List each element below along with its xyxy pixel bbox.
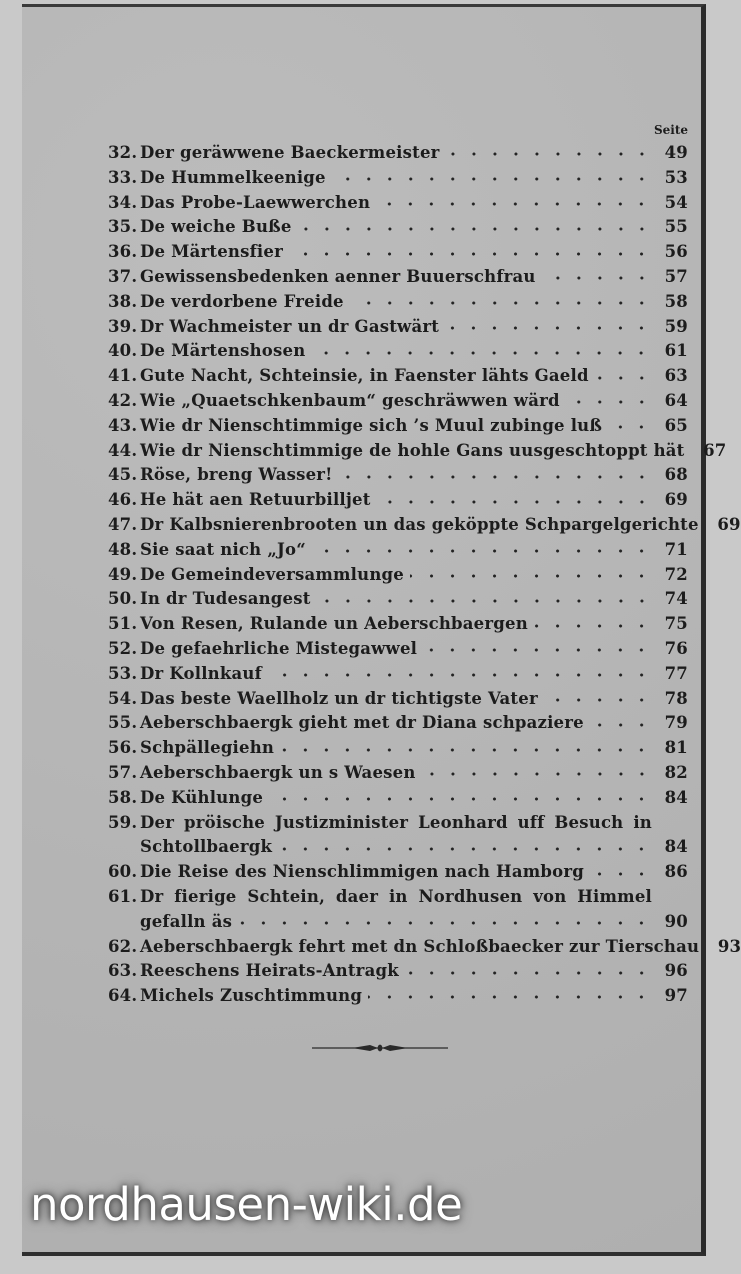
entry-page: 57: [664, 266, 688, 286]
dot-leader: [377, 496, 652, 506]
entry-page: 69: [664, 490, 688, 510]
dot-leader: [595, 372, 652, 382]
toc-entry: [108, 215, 688, 240]
dot-leader: [542, 272, 652, 282]
entry-title: De gefaehrliche Mistegawwel: [140, 638, 418, 658]
entry-page: 90: [664, 911, 688, 931]
entry-title: Aeberschbaergk fehrt met dn Schloßbaecker zur Tierschau: [140, 936, 700, 956]
entry-page: 97: [664, 986, 688, 1006]
toc-entry: [108, 488, 688, 513]
entry-number: 47.: [108, 514, 138, 534]
entry-number: 54.: [108, 688, 138, 708]
entry-number: 51.: [108, 614, 138, 634]
entry-page: 79: [664, 713, 688, 733]
entry-page: 71: [664, 539, 688, 559]
dot-leader: [422, 768, 652, 778]
toc-entry: [108, 786, 688, 811]
entry-number: 57.: [108, 762, 138, 782]
entry-title: Dr Kalbsnierenbrooten un das geköppte Schpargelgerichte: [140, 514, 699, 534]
entry-number: 45.: [108, 465, 138, 485]
toc-entry: [108, 587, 688, 612]
entry-number: 59.: [108, 812, 138, 832]
toc-entry: [108, 191, 688, 216]
entry-title: Aeberschbaergk gieht met dr Diana schpaziere: [140, 713, 584, 733]
entry-page: 63: [664, 366, 688, 386]
dot-leader: [289, 248, 652, 258]
entry-number: 64.: [108, 986, 138, 1006]
dot-leader: [590, 719, 652, 729]
entry-number: 35.: [108, 217, 138, 237]
entry-number: 56.: [108, 738, 138, 758]
entry-number: 32.: [108, 143, 138, 162]
entry-title: Wie dr Nienschtimmige sich ’s Muul zubinge luß: [140, 415, 603, 435]
toc-entry: [108, 166, 688, 191]
toc-entry: [108, 513, 741, 538]
entry-title: Der geräwwene Baeckermeister: [140, 143, 440, 162]
book-page: [22, 4, 741, 1256]
dot-leader: [405, 967, 652, 977]
entry-number: 58.: [108, 787, 138, 807]
entry-page: 81: [664, 738, 688, 758]
toc-entry: [108, 290, 688, 315]
entry-page: 69: [717, 514, 741, 534]
entry-number: 49.: [108, 564, 138, 584]
entry-page: 78: [664, 688, 688, 708]
toc-entry: [108, 811, 688, 836]
toc-entry: [108, 885, 688, 910]
dot-leader: [317, 595, 652, 605]
entry-page: 86: [664, 862, 688, 882]
entry-title: Das Probe-Laewwerchen: [140, 192, 371, 212]
entry-number: 55.: [108, 713, 138, 733]
entry-title: Gute Nacht, Schteinsie, in Faenster lähts Gaeld: [140, 366, 589, 386]
toc-entry: [108, 935, 741, 960]
entry-page: 56: [664, 242, 688, 262]
entry-number: 52.: [108, 638, 138, 658]
toc-entry-continuation: [108, 835, 688, 860]
toc-entry: [108, 563, 688, 588]
entry-page: 58: [664, 291, 688, 311]
entry-title: Die Reise des Nienschlimmigen nach Hamborg: [140, 862, 584, 882]
entry-title: Das beste Waellholz un dr tichtigste Vater: [140, 688, 538, 708]
dot-leader: [445, 322, 652, 332]
toc-entry: [108, 439, 727, 464]
toc-entry: [108, 984, 688, 1009]
toc-entry-continuation: [108, 910, 688, 935]
dot-leader: [238, 917, 652, 927]
entry-title-continued: Schtollbaergk: [140, 837, 273, 857]
dot-leader: [312, 545, 652, 555]
entry-page: 54: [664, 192, 688, 212]
entry-title: Michels Zuschtimmung: [140, 986, 363, 1006]
entry-number: 36.: [108, 242, 138, 262]
dot-leader: [534, 620, 652, 630]
entry-title: Von Resen, Rulande un Aeberschbaergen: [140, 614, 528, 634]
entry-page: 67: [703, 440, 727, 460]
entry-number: 48.: [108, 539, 138, 559]
toc-entry: [108, 339, 688, 364]
toc-entry: [108, 364, 688, 389]
dot-leader: [350, 297, 652, 307]
toc-entry: [108, 315, 688, 340]
entry-page: 68: [664, 465, 688, 485]
entry-page: 49: [664, 143, 688, 162]
entry-number: 50.: [108, 589, 138, 609]
entry-number: 60.: [108, 862, 138, 882]
entry-number: 61.: [108, 886, 138, 906]
entry-title: Dr Wachmeister un dr Gastwärt: [140, 316, 440, 336]
ornament-divider: [290, 1041, 470, 1055]
dot-leader: [608, 421, 652, 431]
entry-number: 33.: [108, 167, 138, 187]
entry-title: De Märtensfier: [140, 242, 283, 262]
entry-title: Röse, breng Wasser!: [140, 465, 333, 485]
entry-title: Reeschens Heirats-Antragk: [140, 961, 399, 981]
entry-page: 77: [664, 663, 688, 683]
entry-number: 40.: [108, 341, 138, 361]
entry-page: 55: [664, 217, 688, 237]
toc-entry: [108, 637, 688, 662]
entry-title: In dr Tudesangest: [140, 589, 311, 609]
dot-leader: [280, 744, 652, 754]
toc-entry: [108, 687, 688, 712]
entry-title: Sie saat nich „Jo“: [140, 539, 306, 559]
entry-number: 34.: [108, 192, 138, 212]
entry-page: 82: [664, 762, 688, 782]
entry-title: Aeberschbaergk un s Waesen: [140, 762, 416, 782]
toc-entry: [108, 265, 688, 290]
entry-number: 63.: [108, 961, 138, 981]
dot-leader: [278, 843, 652, 853]
entry-page: 59: [664, 316, 688, 336]
watermark: nordhausen-wiki.de: [30, 1178, 463, 1231]
entry-title: De Gemeindeversammlunge: [140, 564, 404, 584]
table-of-contents: [108, 119, 741, 1009]
dot-leader: [269, 793, 652, 803]
entry-number: 44.: [108, 440, 138, 460]
dot-leader: [446, 148, 652, 158]
entry-title: Gewissensbedenken aenner Buuerschfrau: [140, 266, 536, 286]
entry-page: 53: [664, 167, 688, 187]
dot-leader: [590, 868, 652, 878]
toc-entry: [108, 240, 688, 265]
entry-title: De verdorbene Freide: [140, 291, 344, 311]
entry-number: 42.: [108, 390, 138, 410]
toc-entry: [108, 538, 688, 563]
toc-entries: [108, 141, 741, 1009]
dot-leader: [268, 669, 652, 679]
dot-leader: [332, 173, 652, 183]
toc-entry: [108, 612, 688, 637]
entry-page: 84: [664, 787, 688, 807]
dot-leader: [311, 347, 652, 357]
entry-page: 72: [664, 564, 688, 584]
entry-title: Dr Kollnkauf: [140, 663, 262, 683]
dot-leader: [298, 223, 652, 233]
entry-page: 84: [664, 837, 688, 857]
toc-entry: [108, 959, 688, 984]
entry-number: 39.: [108, 316, 138, 336]
entry-title: Dr fierige Schtein, daer in Nordhusen von Himmel: [140, 886, 652, 906]
entry-page: 74: [664, 589, 688, 609]
entry-page: 96: [664, 961, 688, 981]
entry-number: 43.: [108, 415, 138, 435]
toc-entry: [108, 736, 688, 761]
entry-page: 61: [664, 341, 688, 361]
toc-entry: [108, 141, 688, 166]
toc-entry: [108, 463, 688, 488]
entry-page: 76: [664, 638, 688, 658]
page-column-header: Seite: [653, 123, 688, 137]
entry-page: 64: [664, 390, 688, 410]
entry-page: 75: [664, 614, 688, 634]
entry-title: Wie dr Nienschtimmige de hohle Gans uusgeschtoppt hät: [140, 440, 685, 460]
entry-number: 62.: [108, 936, 138, 956]
entry-title: Schpällegiehn: [140, 738, 275, 758]
entry-title: De Märtenshosen: [140, 341, 306, 361]
entry-title: Der pröische Justizminister Leonhard uff Besuch in: [140, 812, 652, 832]
dot-leader: [544, 694, 652, 704]
toc-entry: [108, 761, 688, 786]
entry-title: De Hummelkeenige: [140, 167, 326, 187]
dot-leader: [423, 644, 652, 654]
dot-leader: [368, 991, 652, 1001]
entry-title-continued: gefalln äs: [140, 911, 233, 931]
entry-title: De Kühlunge: [140, 787, 264, 807]
toc-entry: [108, 860, 688, 885]
entry-title: De weiche Buße: [140, 217, 292, 237]
entry-page: 93: [717, 936, 741, 956]
dot-leader: [566, 396, 652, 406]
entry-number: 46.: [108, 490, 138, 510]
entry-number: 53.: [108, 663, 138, 683]
entry-page: 65: [664, 415, 688, 435]
entry-number: 41.: [108, 366, 138, 386]
toc-entry: [108, 414, 688, 439]
dot-leader: [339, 471, 652, 481]
entry-number: 37.: [108, 266, 138, 286]
entry-number: 38.: [108, 291, 138, 311]
toc-entry: [108, 662, 688, 687]
toc-entry: [108, 389, 688, 414]
toc-entry: [108, 711, 688, 736]
entry-title: He hät aen Retuurbilljet: [140, 490, 371, 510]
entry-title: Wie „Quaetschkenbaum“ geschräwwen wärd: [140, 390, 560, 410]
dot-leader: [410, 570, 652, 580]
dot-leader: [376, 198, 652, 208]
